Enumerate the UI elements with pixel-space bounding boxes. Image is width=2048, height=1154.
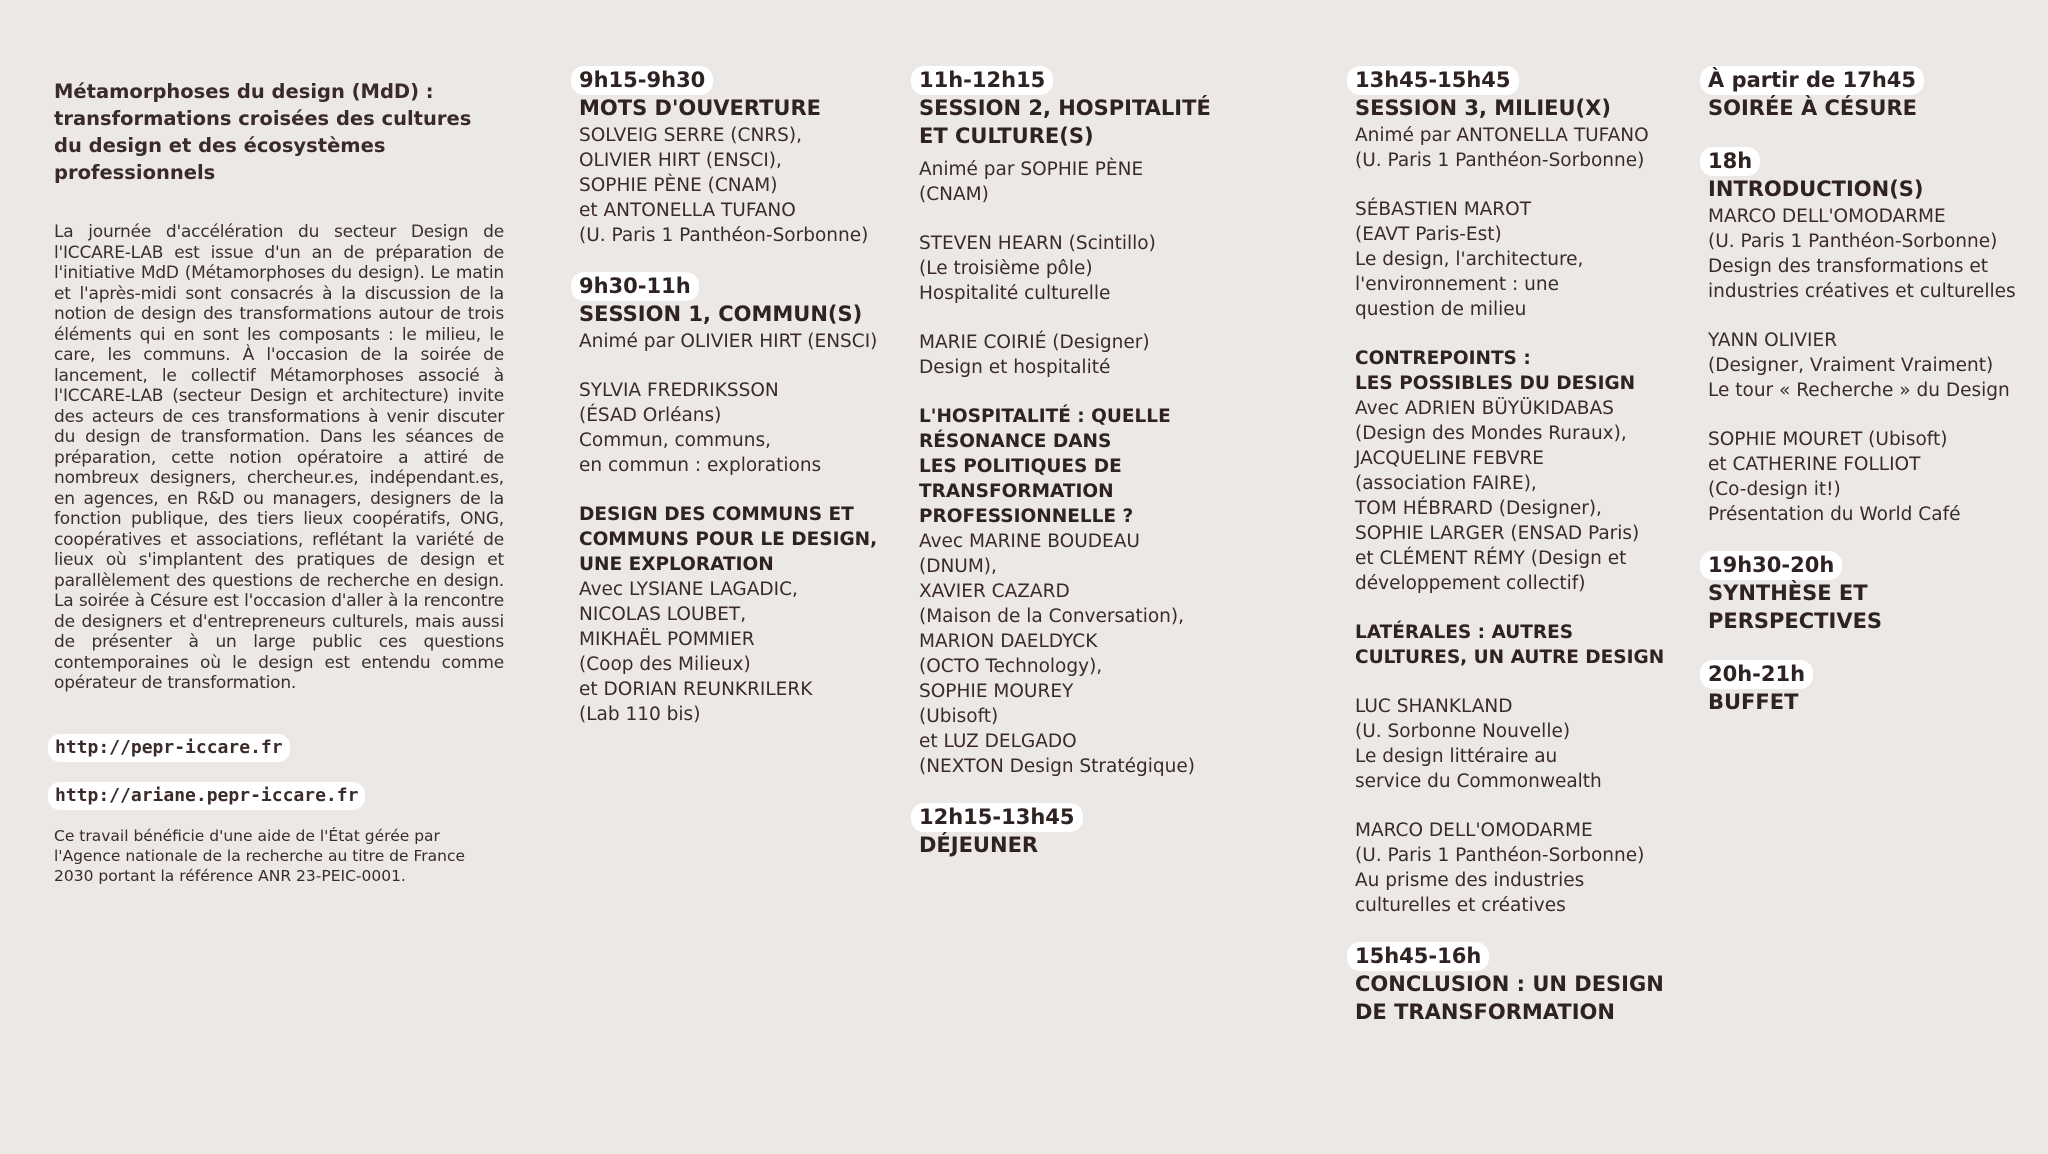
speaker-line: (U. Paris 1 Panthéon-Sorbonne): [579, 225, 869, 246]
session-title: ET CULTURE(S): [919, 124, 1094, 148]
time-badge: 18h: [1700, 147, 1760, 176]
speaker-line: (ÉSAD Orléans): [579, 405, 722, 426]
speaker-line: développement collectif): [1355, 573, 1586, 594]
session-title: SYNTHÈSE ET: [1708, 581, 1868, 605]
speaker-line: NICOLAS LOUBET,: [579, 604, 747, 625]
speaker-line: (OCTO Technology),: [919, 656, 1103, 677]
subsession-title: COMMUNS POUR LE DESIGN,: [579, 529, 878, 550]
schedule-block-session-1: [579, 272, 909, 727]
talk-title-line: l'environnement : une: [1355, 274, 1559, 295]
session-title: SESSION 3, MILIEU(X): [1355, 96, 1611, 120]
subsession-title: LATÉRALES : AUTRES: [1355, 622, 1574, 643]
program-column-morning: [579, 66, 909, 751]
talk-title-line: Au prisme des industries: [1355, 870, 1585, 891]
speaker-line: (Designer, Vraiment Vraiment): [1708, 355, 1994, 376]
session-title: DE TRANSFORMATION: [1355, 1000, 1615, 1024]
session-title: SESSION 2, HOSPITALITÉ: [919, 96, 1211, 120]
speaker-line: et LUZ DELGADO: [919, 731, 1077, 752]
session-title: INTRODUCTION(S): [1708, 177, 1924, 201]
talk-title-line: culturelles et créatives: [1355, 895, 1566, 916]
talk-title-line: Le design, l'architecture,: [1355, 249, 1584, 270]
subsession-title: CONTREPOINTS :: [1355, 348, 1531, 369]
session-title: DÉJEUNER: [919, 833, 1039, 857]
speaker-line: et ANTONELLA TUFANO: [579, 200, 796, 221]
speaker-line: SÉBASTIEN MAROT: [1355, 199, 1532, 220]
speaker-line: (Design des Mondes Ruraux),: [1355, 423, 1627, 444]
speaker-line: MARCO DELL'OMODARME: [1708, 206, 1946, 227]
subsession-title: CULTURES, UN AUTRE DESIGN: [1355, 647, 1665, 668]
speaker-line: Avec LYSIANE LAGADIC,: [579, 579, 798, 600]
speaker-line: (association FAIRE),: [1355, 473, 1537, 494]
schedule-block-soiree: [1708, 66, 2048, 123]
session-title: SOIRÉE À CÉSURE: [1708, 96, 1917, 120]
speaker-line: JACQUELINE FEBVRE: [1355, 448, 1544, 469]
speaker-line: et CATHERINE FOLLIOT: [1708, 454, 1921, 475]
subsession-title: UNE EXPLORATION: [579, 554, 774, 575]
subsession-title: LES POSSIBLES DU DESIGN: [1355, 373, 1636, 394]
talk-title-line: Design des transformations et: [1708, 256, 1989, 277]
speaker-line: (U. Paris 1 Panthéon-Sorbonne): [1708, 231, 1998, 252]
speaker-line: (U. Sorbonne Nouvelle): [1355, 721, 1571, 742]
program-column-afternoon: [1355, 66, 1685, 1051]
speaker-line: (Lab 110 bis): [579, 704, 701, 725]
talk-title-line: Design et hospitalité: [919, 357, 1111, 378]
intro-title: Métamorphoses du design (MdD) : transformations croisées des cultures du design et des écosystèmes professionnels: [54, 80, 472, 184]
speaker-line: (Ubisoft): [919, 706, 999, 727]
time-badge: 13h45-15h45: [1347, 66, 1519, 95]
subsession-title: L'HOSPITALITÉ : QUELLE: [919, 406, 1171, 427]
intro-text: La journée d'accélération du secteur Design de l'ICCARE-LAB est issue d'un an de préparation de l'initiative MdD (Métamorphoses du design). Le matin et l'après-midi sont consacrés à la discussion de la notion de design des transformations autour de trois éléments qui en sont les composants : le milieu, le care, les communs. À l'occasion de la soirée de lancement, le collectif Métamorphoses associé à l'ICCARE-LAB (secteur Design et architecture) invite des acteurs de ces transformations à venir discuter du design de transformation. Dans les séances de préparation, cette notion opératoire a attiré de nombreux designers, chercheur.es, indépendant.es, en agences, en R&D ou managers, designers de la fonction publique, des tiers lieux coopératifs, ONG, coopératives et associations, reflétant la variété de lieux où s'implantent des pratiques de design et parallèlement des questions de recherche en design. La soirée à Césure est l'occasion d'aller à la rencontre de designers et d'entrepreneurs culturels, mais aussi de présenter à un large public ces questions contemporaines où le design est entendu comme opérateur de transformation.: [54, 222, 504, 693]
speaker-line: (DNUM),: [919, 556, 997, 577]
speaker-line: Avec ADRIEN BÜYÜKIDABAS: [1355, 398, 1614, 419]
speaker-line: MARCO DELL'OMODARME: [1355, 820, 1593, 841]
schedule-block-introductions: [1708, 147, 2048, 527]
subsession-title: LES POLITIQUES DE: [919, 456, 1122, 477]
speaker-line: SOPHIE PÈNE (CNAM): [579, 175, 778, 196]
moderator-line: (CNAM): [919, 184, 989, 205]
talk-title-line: Le design littéraire au: [1355, 746, 1558, 767]
time-badge: 9h30-11h: [571, 272, 699, 301]
talk-title-line: Commun, communs,: [579, 430, 771, 451]
speaker-line: (Coop des Milieux): [579, 654, 751, 675]
program-column-evening: [1708, 66, 2048, 741]
speaker-line: SOLVEIG SERRE (CNRS),: [579, 125, 802, 146]
time-badge: 15h45-16h: [1347, 942, 1489, 971]
talk-title-line: question de milieu: [1355, 299, 1527, 320]
speaker-line: MARIE COIRIÉ (Designer): [919, 332, 1150, 353]
time-badge: 19h30-20h: [1700, 551, 1842, 580]
subsession-title: TRANSFORMATION: [919, 481, 1114, 502]
schedule-block-opening: [579, 66, 909, 248]
speaker-line: (EAVT Paris-Est): [1355, 224, 1502, 245]
speaker-line: (Le troisième pôle): [919, 258, 1093, 279]
moderator-line: (U. Paris 1 Panthéon-Sorbonne): [1355, 150, 1645, 171]
schedule-block-session-2: [919, 66, 1249, 779]
time-badge: À partir de 17h45: [1700, 66, 1924, 95]
time-badge: 9h15-9h30: [571, 66, 713, 95]
speaker-line: STEVEN HEARN (Scintillo): [919, 233, 1156, 254]
speaker-line: MARION DAELDYCK: [919, 631, 1098, 652]
speaker-line: YANN OLIVIER: [1708, 330, 1838, 351]
intro-column: [54, 66, 504, 886]
speaker-line: (Maison de la Conversation),: [919, 606, 1184, 627]
speaker-line: LUC SHANKLAND: [1355, 696, 1513, 717]
link-ariane-pepr-iccare[interactable]: http://ariane.pepr-iccare.fr: [48, 782, 365, 810]
speaker-line: SYLVIA FREDRIKSSON: [579, 380, 779, 401]
session-title: SESSION 1, COMMUN(S): [579, 302, 863, 326]
speaker-line: SOPHIE LARGER (ENSAD Paris): [1355, 523, 1640, 544]
time-badge: 12h15-13h45: [911, 803, 1083, 832]
speaker-line: SOPHIE MOUREY: [919, 681, 1074, 702]
subsession-title: PROFESSIONNELLE ?: [919, 506, 1134, 527]
talk-title-line: service du Commonwealth: [1355, 771, 1602, 792]
speaker-line: (U. Paris 1 Panthéon-Sorbonne): [1355, 845, 1645, 866]
speaker-line: et CLÉMENT RÉMY (Design et: [1355, 548, 1627, 569]
schedule-block-conclusion: [1355, 942, 1685, 1027]
speaker-line: XAVIER CAZARD: [919, 581, 1070, 602]
moderator-line: Animé par SOPHIE PÈNE: [919, 159, 1144, 180]
time-badge: 11h-12h15: [911, 66, 1053, 95]
talk-title-line: Présentation du World Café: [1708, 504, 1961, 525]
link-pepr-iccare[interactable]: http://pepr-iccare.fr: [48, 734, 290, 762]
speaker-line: et DORIAN REUNKRILERK: [579, 679, 813, 700]
talk-title-line: Le tour « Recherche » du Design: [1708, 380, 2010, 401]
schedule-block-buffet: [1708, 660, 2048, 717]
schedule-block-lunch: [919, 803, 1249, 860]
session-title: BUFFET: [1708, 690, 1799, 714]
schedule-block-synthesis: [1708, 551, 2048, 636]
talk-title-line: Hospitalité culturelle: [919, 283, 1111, 304]
speaker-line: MIKHAËL POMMIER: [579, 629, 755, 650]
speaker-line: (Co-design it!): [1708, 479, 1841, 500]
session-title: PERSPECTIVES: [1708, 609, 1883, 633]
speaker-line: SOPHIE MOURET (Ubisoft): [1708, 429, 1948, 450]
moderator-line: Animé par OLIVIER HIRT (ENSCI): [579, 331, 878, 352]
subsession-title: DESIGN DES COMMUNS ET: [579, 504, 854, 525]
speaker-line: Avec MARINE BOUDEAU: [919, 531, 1140, 552]
speaker-line: (NEXTON Design Stratégique): [919, 756, 1195, 777]
schedule-block-session-3: [1355, 66, 1685, 918]
moderator-line: Animé par ANTONELLA TUFANO: [1355, 125, 1649, 146]
talk-title-line: industries créatives et culturelles: [1708, 281, 2016, 302]
session-title: MOTS D'OUVERTURE: [579, 96, 821, 120]
funding-note: Ce travail bénéficie d'une aide de l'État gérée par l'Agence nationale de la recherche au titre de France 2030 portant la référence ANR 23-PEIC-0001.: [54, 826, 466, 885]
subsession-title: RÉSONANCE DANS: [919, 431, 1112, 452]
speaker-line: TOM HÉBRARD (Designer),: [1355, 498, 1602, 519]
program-column-late-morning: [919, 66, 1249, 884]
speaker-line: OLIVIER HIRT (ENSCI),: [579, 150, 782, 171]
talk-title-line: en commun : explorations: [579, 455, 822, 476]
time-badge: 20h-21h: [1700, 660, 1813, 689]
session-title: CONCLUSION : UN DESIGN: [1355, 972, 1664, 996]
